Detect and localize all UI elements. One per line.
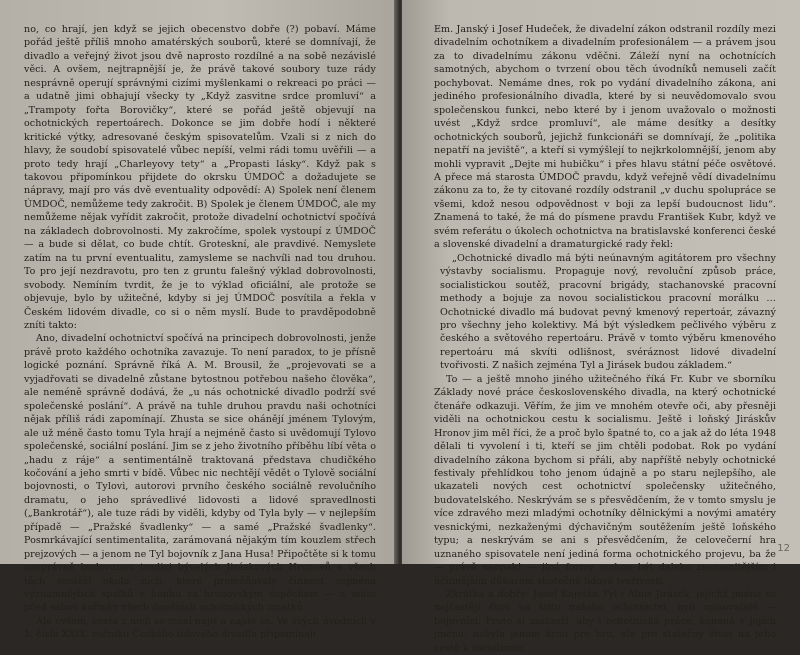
left-paragraph-2: Ano, divadelní ochotnictví spočívá na principech dobrovolnosti, jenže právě proto každého ochotníka zavazuje. To není paradox, to je přísně logické poznání. Správně říká A. M. Brousil, že „projevovati se a vyjadřovati se divadelně zůstane bytostnou potřebou našeho člověka“, ale neméně správně dodává, že „u nás ochotnické divadlo podrží své společenské poslání“. A právě na tuhle druhou pravdu naši ochotníci nějak příliš rádi zapomínají. Zhusta se sice ohánějí jménem Tylovým, ale už méně často tomu Tyla hrají a nejméně často si uvědomují Tylovo společenské, sociální poslání. Jim se z jeho životního příběhu líbí věta o „hadu z ráje“ a sentimentálně traktovaná představa chudičkého kočování a jeho smrti v bídě. Vůbec nic nechtějí vědět o Tylově sociální bojovnosti, o Tylovi, autorovi prvního českého sociálně revolučního dramatu, o jeho správedlivé lidovosti a lidové spravedlnosti („Bankrotář“), ale tuze rádi by viděli, kdyby od Tyla byly — v nejlepším případě — „Pražské švadlenky“ — a samé „Pražské švadlenky“. Posmrkávající sentimentalita, zarámovaná nějakým tím kouzlem střech prejzových — a jenom ne Tyl bojovník z Jana Husa! Připočtěte si k tomu nesprávně budovanou tradici bývalých Jiráskových Hronovů a všech těch soutěží okolo nich, které proměňovaly činnost zejména významnějších spolků v honbu za hronovským úspěchem — a máte před sebou kořínky všech dnešních ochotnických zmatků. xyxy=(24,333,376,614)
right-quote-paragraph: „Ochotnické divadlo má býti neúnavným agitátorem pro všechny výstavby socialismu. Propaguje nový, revoluční způsob práce, socialistickou soutěž, pracovní brigády, stachanovské pracovní methody a bojuje za novou socialistickou pracovní morálku … Ochotnické divadlo má budovat pevný kmenový repertoár, závazný pro všechny jeho kolektivy. Má být výsledkem pečlivého výběru z českého a světového repertoáru. Právě v tomto výběru kmenového repertoáru má skvíti odlišnost, svéráznost lidové divadelní tvořivosti. Z našich zejména Tyl a Jirásek budou základem.“ xyxy=(440,252,776,372)
right-page xyxy=(402,0,800,654)
left-page-text xyxy=(24,23,376,642)
right-paragraph-1: Em. Janský i Josef Hudeček, že divadelní zákon odstranil rozdíly mezi divadelním ochotníkem a divadelním profesionálem — a právem jsou za to divadelnímu zákonu vděčni. Záleží nyní na ochotnících samotných, abychom o tvrzení obou těch úvodníků nemuseli začít pochybovat. Nemáme dnes, rok po vydání divadelního zákona, ani jediného profesionálního divadla, které by si neuvědomovalo svou společenskou funkci, nebo které by i jenom uvažovalo o možnosti uvést „Když srdce promluví“, ale máme desítky a desítky ochotnických souborů, jejichž funkcionáři se domnívají, že „politika nepatří na jeviště“, a kteří si vymýšlejí to nejkrkolomnější, jenom aby mohli vypravit „Dejte mi hubičku“ i přes hlavu státní péče osvětové. A přece má starosta ÚMDOČ pravdu, když veřejně vědí divadelnímu zákonu za to, že ty citované rozdíly odstranil „v duchu spolupráce se všemi, kdož nesou odpovědnost v boji za lepší budoucnost lidu“. Znamená to také, že má do písmene pravdu František Kubr, když ve svém referátu o úkolech ochotnictva na bratislavské konferenci české a slovenské divadelní a dramaturgické rady řekl: xyxy=(434,24,776,251)
right-paragraph-4: Zkrátka a dobře: Josef Kajetán Tyl i Alois Jirásek, jejichž jména se nejčastěji čtou na štítu našeho ochotnictví, byli spisovatelé — bojovníci. Proto si zaslouží, aby i ochotnická práce, konaná v jejich jménu, nebyla jenom hrou pro hru, ale pro statečný život na jeho cestě k socialismu. xyxy=(434,589,776,654)
page-number: 12 xyxy=(777,543,790,554)
left-paragraph-1: no, co hrají, jen když se jejich obecenstvo dobře (?) pobaví. Máme pořád ještě příliš mnoho amatérských souborů, které se domnívají, že divadlo a veřejný život jsou dvě naprosto rozdílné a na sobě nezávislé věci. A ovšem, nejtrapnější je, že právě takové soubory tuze rády nesprávně operují správnými cizími myšlenkami o rekreaci po práci — a udatně jimi obhajují všecky ty „Když zasvitne srdce promluví“ a „Trampoty fořta Borovičky“, které se pořád ještě objevují na ochotnických repertoárech. Dokonce se jim dobře hodí i některé kritické výtky, adresované českým spisovatelům. Vzali si z nich do hlavy, že soudobí spisovatelé vůbec nepíší, velmi rádi tomu uvěřili — a proto tedy hrají „Charleyovy tety“ a „Propasti lásky“. Když pak s takovou připomínkou přijdete do okrsku ÚMDOČ a dožadujete se nápravy, mají pro vás dvě eventuality odpovědí: A) Spolek není členem ÚMDOČ, nemůžeme tedy zakročit. B) Spolek je členem ÚMDOČ, ale my nemůžeme nějak vyřídit zakročit, protože divadelní ochotnictví spočívá na základech dobrovolnosti. My zakročíme, spolek vystoupí z ÚMDOČ — a bude si dělat, co bude chtít. Groteskní, ale pravdivé. Nemyslete zatím na tu první eventualitu, zamysleme se nachvíli nad tou druhou. To pro její nezdravotu, pro ten z gruntu falešný výklad dobrovolnosti, svobody. Nemíním tvrdit, že je to výklad oficiální, ale protože se objevuje, bylo by užitečné, kdyby si jej ÚMDOČ posvítila a řekla v Českém lidovém divadle, co si o něm myslí. Bude to pravděpodobně zníti takto: xyxy=(24,24,376,331)
left-paragraph-3: Ale ovšem, cesta z nich se musí najít a najde se. Ve svých úvodních v 1. čísle XXIX. ročníku Českého lidového divadla připomínají xyxy=(24,615,376,641)
right-paragraph-3: To — a ještě mnoho jiného užitečného říká Fr. Kubr ve sborníku Základy nové práce československého divadla, na který ochotnické čtenáře odkazuji. Věřím, že jim ve mnohém otevře oči, aby přesněji viděli na ochotnickou cestu k socialismu. Ještě i loňský Jiráskův Hronov jim měl říci, že a proč bylo špatné to, co a jak až do léta 1948 dělali ti vyvolení i ti, kteří se jim chtěli podobat. Rok po vydání divadelního zákona bychom si přáli, aby napříště nebyly ochotnické festivaly přehlídkou toho jenom údajně a po staru nejlepšího, ale ukazateli nových cest ochotnictví společensky užitečného, budovatelského. Neskrývám se s přesvědčením, že v tomto smyslu je více zdravého mezi mladými ochotníky dělnickými a novými amatéry vesnickými, nezkaženými dýchavičným soutěžením ještě loňského typu; a neskrývám se ani s přesvědčením, že celovečerní hra uznaného spisovatele není jediná forma ochotnického projevu, ba že — právě naopak! — jiné formy mohou být daleko znamenitějším i účinnějším důkazem skutečně lidové tvořivosti. xyxy=(434,373,776,587)
right-page-text xyxy=(434,23,776,655)
left-page xyxy=(0,0,398,641)
